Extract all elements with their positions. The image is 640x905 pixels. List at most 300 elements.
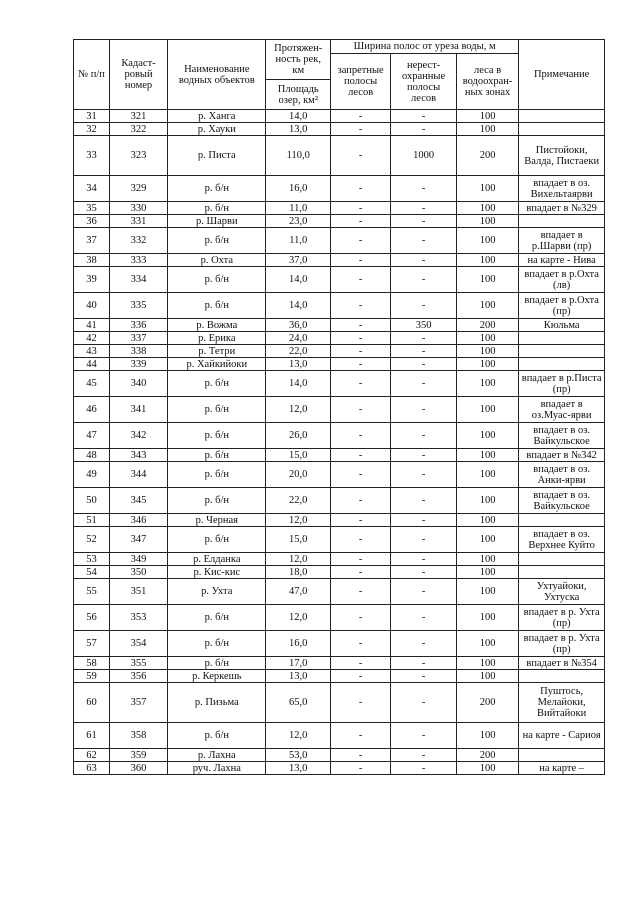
table-row <box>74 254 605 267</box>
water-protection-width: 100 <box>456 553 518 566</box>
table-row <box>74 553 605 566</box>
table-row <box>74 514 605 527</box>
note: впадает в оз.Муас-ярви <box>519 397 605 423</box>
water-object-name: р. Лахна <box>168 749 266 762</box>
spawning-strip-width: - <box>391 762 457 775</box>
note: впадает в №329 <box>519 202 605 215</box>
length-km: 26,0 <box>266 423 331 449</box>
water-object-name: р. Хайкийоки <box>168 358 266 371</box>
spawning-strip-width: - <box>391 254 457 267</box>
table-row <box>74 566 605 579</box>
row-number: 40 <box>74 293 110 319</box>
cadastral-number: 339 <box>109 358 167 371</box>
forbidden-strip-width: - <box>331 332 391 345</box>
row-number: 53 <box>74 553 110 566</box>
note <box>519 123 605 136</box>
note <box>519 514 605 527</box>
note: впадает в оз. Вайкульское <box>519 488 605 514</box>
length-km: 53,0 <box>266 749 331 762</box>
forbidden-strip-width: - <box>331 397 391 423</box>
water-protection-width: 100 <box>456 488 518 514</box>
spawning-strip-width: - <box>391 397 457 423</box>
cadastral-number: 358 <box>109 723 167 749</box>
table-row <box>74 136 605 176</box>
table-row <box>74 488 605 514</box>
forbidden-strip-width: - <box>331 123 391 136</box>
row-number: 45 <box>74 371 110 397</box>
table-row <box>74 631 605 657</box>
spawning-strip-width: - <box>391 123 457 136</box>
header-area: Площадь озер, км² <box>266 80 331 110</box>
table-row <box>74 749 605 762</box>
table-row <box>74 605 605 631</box>
spawning-strip-width: - <box>391 176 457 202</box>
note <box>519 345 605 358</box>
note: впадает в №342 <box>519 449 605 462</box>
header-note: Примечание <box>519 40 605 110</box>
row-number: 46 <box>74 397 110 423</box>
forbidden-strip-width: - <box>331 215 391 228</box>
water-protection-width: 100 <box>456 566 518 579</box>
table-row <box>74 358 605 371</box>
water-object-name: р. б/н <box>168 293 266 319</box>
spawning-strip-width: - <box>391 371 457 397</box>
spawning-strip-width: - <box>391 514 457 527</box>
length-km: 12,0 <box>266 397 331 423</box>
spawning-strip-width: - <box>391 657 457 670</box>
forbidden-strip-width: - <box>331 136 391 176</box>
note: Ухтуайоки, Ухтуска <box>519 579 605 605</box>
water-object-name: р. б/н <box>168 228 266 254</box>
row-number: 62 <box>74 749 110 762</box>
water-protection-width: 100 <box>456 110 518 123</box>
table-row <box>74 462 605 488</box>
note: впадает в р.Охта (пр) <box>519 293 605 319</box>
water-protection-width: 100 <box>456 579 518 605</box>
forbidden-strip-width: - <box>331 683 391 723</box>
table-row <box>74 345 605 358</box>
note: впадает в р.Шарви (пр) <box>519 228 605 254</box>
cadastral-number: 359 <box>109 749 167 762</box>
forbidden-strip-width: - <box>331 527 391 553</box>
row-number: 60 <box>74 683 110 723</box>
water-protection-width: 100 <box>456 358 518 371</box>
water-object-name: р. Елданка <box>168 553 266 566</box>
cadastral-number: 343 <box>109 449 167 462</box>
table-row <box>74 267 605 293</box>
water-protection-width: 200 <box>456 749 518 762</box>
cadastral-number: 329 <box>109 176 167 202</box>
spawning-strip-width: - <box>391 723 457 749</box>
water-object-name: р. Пизьма <box>168 683 266 723</box>
water-protection-width: 100 <box>456 514 518 527</box>
water-protection-width: 100 <box>456 267 518 293</box>
length-km: 36,0 <box>266 319 331 332</box>
spawning-strip-width: - <box>391 293 457 319</box>
length-km: 16,0 <box>266 176 331 202</box>
spawning-strip-width: - <box>391 449 457 462</box>
spawning-strip-width: - <box>391 683 457 723</box>
row-number: 52 <box>74 527 110 553</box>
header-name: Наименование водных объектов <box>168 40 266 110</box>
water-protection-width: 100 <box>456 449 518 462</box>
cadastral-number: 344 <box>109 462 167 488</box>
row-number: 50 <box>74 488 110 514</box>
forbidden-strip-width: - <box>331 631 391 657</box>
table-row <box>74 228 605 254</box>
forbidden-strip-width: - <box>331 423 391 449</box>
cadastral-number: 345 <box>109 488 167 514</box>
row-number: 49 <box>74 462 110 488</box>
table-row <box>74 176 605 202</box>
spawning-strip-width: - <box>391 228 457 254</box>
cadastral-number: 338 <box>109 345 167 358</box>
water-protection-width: 100 <box>456 423 518 449</box>
length-km: 17,0 <box>266 657 331 670</box>
row-number: 42 <box>74 332 110 345</box>
table-row <box>74 723 605 749</box>
water-object-name: р. б/н <box>168 657 266 670</box>
length-km: 22,0 <box>266 488 331 514</box>
row-number: 55 <box>74 579 110 605</box>
table-row <box>74 202 605 215</box>
water-object-name: р. б/н <box>168 631 266 657</box>
forbidden-strip-width: - <box>331 462 391 488</box>
cadastral-number: 322 <box>109 123 167 136</box>
water-object-name: р. Черная <box>168 514 266 527</box>
length-km: 13,0 <box>266 358 331 371</box>
water-protection-width: 100 <box>456 371 518 397</box>
water-protection-width: 200 <box>456 136 518 176</box>
header-spawning-strips: нерест-охранные полосы лесов <box>391 54 457 110</box>
water-protection-width: 100 <box>456 293 518 319</box>
note: впадает в оз. Вихельтаярви <box>519 176 605 202</box>
row-number: 48 <box>74 449 110 462</box>
length-km: 16,0 <box>266 631 331 657</box>
note <box>519 670 605 683</box>
table-row <box>74 683 605 723</box>
water-object-name: р. б/н <box>168 267 266 293</box>
cadastral-number: 350 <box>109 566 167 579</box>
water-object-name: р. б/н <box>168 449 266 462</box>
forbidden-strip-width: - <box>331 358 391 371</box>
water-object-name: р. б/н <box>168 723 266 749</box>
table-body <box>74 110 605 775</box>
table-row <box>74 319 605 332</box>
water-protection-width: 100 <box>456 123 518 136</box>
row-number: 44 <box>74 358 110 371</box>
water-protection-width: 100 <box>456 254 518 267</box>
water-object-name: р. Вожма <box>168 319 266 332</box>
header-width-group: Ширина полос от уреза воды, м <box>331 40 519 54</box>
cadastral-number: 355 <box>109 657 167 670</box>
cadastral-number: 332 <box>109 228 167 254</box>
note <box>519 553 605 566</box>
note: впадает в р. Ухта (пр) <box>519 605 605 631</box>
forbidden-strip-width: - <box>331 488 391 514</box>
cadastral-number: 356 <box>109 670 167 683</box>
row-number: 41 <box>74 319 110 332</box>
water-object-name: р. Хауки <box>168 123 266 136</box>
water-object-name: р. Кис-кис <box>168 566 266 579</box>
note: впадает в №354 <box>519 657 605 670</box>
water-object-name: руч. Лахна <box>168 762 266 775</box>
cadastral-number: 341 <box>109 397 167 423</box>
spawning-strip-width: - <box>391 579 457 605</box>
note: на карте - Нива <box>519 254 605 267</box>
water-protection-width: 100 <box>456 631 518 657</box>
row-number: 57 <box>74 631 110 657</box>
length-km: 23,0 <box>266 215 331 228</box>
water-protection-width: 100 <box>456 176 518 202</box>
spawning-strip-width: - <box>391 566 457 579</box>
forbidden-strip-width: - <box>331 176 391 202</box>
spawning-strip-width: - <box>391 462 457 488</box>
water-protection-width: 100 <box>456 605 518 631</box>
water-protection-width: 100 <box>456 657 518 670</box>
row-number: 63 <box>74 762 110 775</box>
forbidden-strip-width: - <box>331 293 391 319</box>
header-forbidden-strips: запретные полосы лесов <box>331 54 391 110</box>
forbidden-strip-width: - <box>331 110 391 123</box>
row-number: 35 <box>74 202 110 215</box>
cadastral-number: 340 <box>109 371 167 397</box>
forbidden-strip-width: - <box>331 749 391 762</box>
row-number: 59 <box>74 670 110 683</box>
note: впадает в р.Писта (пр) <box>519 371 605 397</box>
table-row <box>74 110 605 123</box>
forbidden-strip-width: - <box>331 670 391 683</box>
water-protection-width: 100 <box>456 345 518 358</box>
length-km: 22,0 <box>266 345 331 358</box>
length-km: 14,0 <box>266 267 331 293</box>
cadastral-number: 330 <box>109 202 167 215</box>
spawning-strip-width: 1000 <box>391 136 457 176</box>
length-km: 13,0 <box>266 670 331 683</box>
water-object-name: р. б/н <box>168 605 266 631</box>
row-number: 43 <box>74 345 110 358</box>
table-row <box>74 332 605 345</box>
header-cadastral: Кадаст-ровый номер <box>109 40 167 110</box>
cadastral-number: 353 <box>109 605 167 631</box>
cadastral-number: 331 <box>109 215 167 228</box>
forbidden-strip-width: - <box>331 566 391 579</box>
cadastral-number: 335 <box>109 293 167 319</box>
cadastral-number: 347 <box>109 527 167 553</box>
forbidden-strip-width: - <box>331 228 391 254</box>
water-protection-width: 100 <box>456 462 518 488</box>
row-number: 51 <box>74 514 110 527</box>
cadastral-number: 333 <box>109 254 167 267</box>
forbidden-strip-width: - <box>331 605 391 631</box>
note: впадает в оз. Вайкульское <box>519 423 605 449</box>
cadastral-number: 357 <box>109 683 167 723</box>
spawning-strip-width: 350 <box>391 319 457 332</box>
length-km: 13,0 <box>266 762 331 775</box>
row-number: 32 <box>74 123 110 136</box>
length-km: 18,0 <box>266 566 331 579</box>
table-row <box>74 371 605 397</box>
length-km: 65,0 <box>266 683 331 723</box>
cadastral-number: 360 <box>109 762 167 775</box>
forbidden-strip-width: - <box>331 514 391 527</box>
water-protection-width: 100 <box>456 723 518 749</box>
spawning-strip-width: - <box>391 202 457 215</box>
cadastral-number: 336 <box>109 319 167 332</box>
forbidden-strip-width: - <box>331 319 391 332</box>
spawning-strip-width: - <box>391 527 457 553</box>
table-row <box>74 670 605 683</box>
water-protection-width: 100 <box>456 670 518 683</box>
row-number: 58 <box>74 657 110 670</box>
length-km: 15,0 <box>266 449 331 462</box>
row-number: 33 <box>74 136 110 176</box>
forbidden-strip-width: - <box>331 579 391 605</box>
spawning-strip-width: - <box>391 605 457 631</box>
row-number: 31 <box>74 110 110 123</box>
table-row <box>74 215 605 228</box>
table-row <box>74 449 605 462</box>
note <box>519 215 605 228</box>
cadastral-number: 351 <box>109 579 167 605</box>
header-water-protection: леса в водоохран-ных зонах <box>456 54 518 110</box>
spawning-strip-width: - <box>391 215 457 228</box>
water-protection-width: 100 <box>456 332 518 345</box>
row-number: 34 <box>74 176 110 202</box>
cadastral-number: 323 <box>109 136 167 176</box>
water-object-name: р. Ерика <box>168 332 266 345</box>
note: впадает в р.Охта (лв) <box>519 267 605 293</box>
length-km: 24,0 <box>266 332 331 345</box>
table-header <box>74 40 605 110</box>
note: впадает в оз. Верхнее Куйто <box>519 527 605 553</box>
table-row <box>74 579 605 605</box>
note: впадает в оз. Анки-ярви <box>519 462 605 488</box>
row-number: 61 <box>74 723 110 749</box>
spawning-strip-width: - <box>391 670 457 683</box>
spawning-strip-width: - <box>391 488 457 514</box>
water-object-name: р. Ханга <box>168 110 266 123</box>
table-row <box>74 657 605 670</box>
length-km: 13,0 <box>266 123 331 136</box>
water-object-name: р. б/н <box>168 423 266 449</box>
cadastral-number: 337 <box>109 332 167 345</box>
water-objects-table <box>73 39 605 775</box>
water-object-name: р. Ухта <box>168 579 266 605</box>
cadastral-number: 321 <box>109 110 167 123</box>
row-number: 38 <box>74 254 110 267</box>
water-object-name: р. Тетри <box>168 345 266 358</box>
length-km: 12,0 <box>266 514 331 527</box>
water-protection-width: 100 <box>456 397 518 423</box>
length-km: 14,0 <box>266 371 331 397</box>
water-object-name: р. б/н <box>168 371 266 397</box>
forbidden-strip-width: - <box>331 449 391 462</box>
length-km: 11,0 <box>266 228 331 254</box>
length-km: 15,0 <box>266 527 331 553</box>
spawning-strip-width: - <box>391 345 457 358</box>
note: на карте – <box>519 762 605 775</box>
header-length: Протяжен-ность рек, км <box>266 40 331 80</box>
row-number: 37 <box>74 228 110 254</box>
note: Пистойоки, Валда, Пистаеки <box>519 136 605 176</box>
forbidden-strip-width: - <box>331 345 391 358</box>
spawning-strip-width: - <box>391 631 457 657</box>
note: на карте - Сариоя <box>519 723 605 749</box>
table-row <box>74 293 605 319</box>
water-protection-width: 200 <box>456 683 518 723</box>
water-object-name: р. Охта <box>168 254 266 267</box>
water-object-name: р. б/н <box>168 202 266 215</box>
water-object-name: р. б/н <box>168 527 266 553</box>
length-km: 12,0 <box>266 723 331 749</box>
row-number: 56 <box>74 605 110 631</box>
forbidden-strip-width: - <box>331 202 391 215</box>
length-km: 14,0 <box>266 110 331 123</box>
water-object-name: р. б/н <box>168 397 266 423</box>
row-number: 39 <box>74 267 110 293</box>
length-km: 20,0 <box>266 462 331 488</box>
forbidden-strip-width: - <box>331 762 391 775</box>
spawning-strip-width: - <box>391 267 457 293</box>
water-object-name: р. б/н <box>168 462 266 488</box>
row-number: 47 <box>74 423 110 449</box>
row-number: 36 <box>74 215 110 228</box>
water-object-name: р. Писта <box>168 136 266 176</box>
water-protection-width: 200 <box>456 319 518 332</box>
water-protection-width: 100 <box>456 228 518 254</box>
cadastral-number: 354 <box>109 631 167 657</box>
spawning-strip-width: - <box>391 332 457 345</box>
note: Кюльма <box>519 319 605 332</box>
forbidden-strip-width: - <box>331 254 391 267</box>
water-object-name: р. Шарви <box>168 215 266 228</box>
spawning-strip-width: - <box>391 110 457 123</box>
length-km: 110,0 <box>266 136 331 176</box>
length-km: 47,0 <box>266 579 331 605</box>
water-object-name: р. б/н <box>168 488 266 514</box>
note <box>519 110 605 123</box>
length-km: 11,0 <box>266 202 331 215</box>
water-protection-width: 100 <box>456 527 518 553</box>
water-object-name: р. Керкешь <box>168 670 266 683</box>
table-row <box>74 527 605 553</box>
cadastral-number: 349 <box>109 553 167 566</box>
note: впадает в р. Ухта (пр) <box>519 631 605 657</box>
spawning-strip-width: - <box>391 553 457 566</box>
note <box>519 749 605 762</box>
length-km: 12,0 <box>266 605 331 631</box>
spawning-strip-width: - <box>391 358 457 371</box>
water-protection-width: 100 <box>456 215 518 228</box>
spawning-strip-width: - <box>391 749 457 762</box>
row-number: 54 <box>74 566 110 579</box>
table-row <box>74 762 605 775</box>
note: Пуштось, Мелайоки, Вийтайоки <box>519 683 605 723</box>
forbidden-strip-width: - <box>331 267 391 293</box>
forbidden-strip-width: - <box>331 723 391 749</box>
note <box>519 332 605 345</box>
table-row <box>74 397 605 423</box>
cadastral-number: 346 <box>109 514 167 527</box>
table-row <box>74 423 605 449</box>
forbidden-strip-width: - <box>331 657 391 670</box>
water-object-name: р. б/н <box>168 176 266 202</box>
header-num: № п/п <box>74 40 110 110</box>
water-protection-width: 100 <box>456 202 518 215</box>
table-row <box>74 123 605 136</box>
note <box>519 566 605 579</box>
